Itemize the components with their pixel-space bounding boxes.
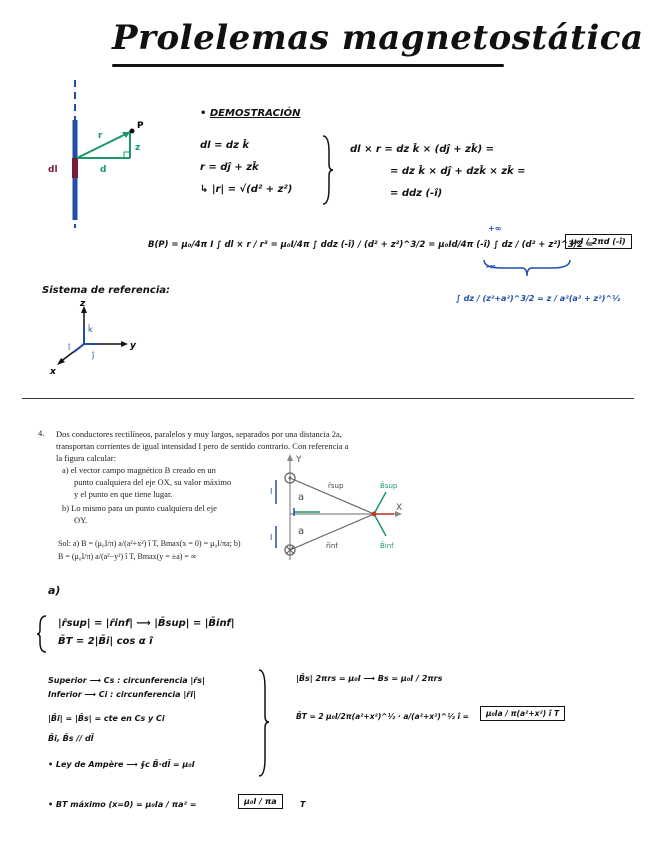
brace-solution-1 <box>36 614 48 654</box>
label-dl: dl <box>48 165 58 175</box>
problem-solution: Sol: a) B = (μ₀I/π) a/(a²+x²) î T, Bmax(x = 0) = μ₀I/πa; b) B = (μ₀I/π) a/(a²−y²) î T, Bmax(y = ±a) = ∞ <box>58 539 241 561</box>
bt-equation: B̄T = 2 μ₀I/2π(a²+x²)^½ · a/(a²+x²)^½ î = <box>296 712 469 721</box>
brace-solution-2 <box>256 668 270 778</box>
axis-k: k̂ <box>88 325 93 334</box>
axis-z: z <box>80 300 86 309</box>
integral-upper: +∞ <box>488 224 502 233</box>
axis-x: x <box>50 367 56 377</box>
bp-result-box: μ₀I / 2πd (-î) <box>565 234 632 249</box>
list-4: • Ley de Ampère ⟶ ∮c B̄·dl̄ = μ₀I <box>48 760 195 769</box>
label-p: P <box>137 121 144 131</box>
problem-number: 4. <box>38 428 45 438</box>
brace-demo <box>320 134 334 206</box>
ampere-result: |B̄s| 2πrs = μ₀I ⟶ Bs = μ₀I / 2πrs <box>296 674 443 683</box>
eq-right-0: dl × r = dz k̂ × (dĵ + zk̂) = <box>350 144 495 155</box>
fig-binf: B̄inf <box>380 542 394 550</box>
brace1-line-1: B̄T = 2|B̄i| cos α î <box>58 636 153 647</box>
eq-left-2: ↳ |r| = √(d² + z²) <box>200 184 293 195</box>
page-title: Prolelemas magnetostática <box>112 18 644 58</box>
fig-rinf: r̄inf <box>326 542 338 550</box>
bt-result-box: μ₀Ia / π(a²+x²) î T <box>480 706 565 721</box>
label-z: z <box>135 143 141 153</box>
section-divider <box>22 398 634 399</box>
bt-max: • BT máximo (x=0) = μ₀Ia / πa² = <box>48 800 197 809</box>
axis-system <box>46 300 146 380</box>
list-3: B̄i, B̄s // dl̄ <box>48 734 94 743</box>
solution-part: a) <box>48 584 61 597</box>
label-r: r <box>98 131 103 141</box>
sistema-label: Sistema de referencia: <box>42 285 170 296</box>
eq-right-2: = ddz (-î) <box>390 188 443 199</box>
problem-text: Dos conductores rectilíneos, paralelos y muy largos, separados por una distancia 2a, transportan corrientes de igual intensidad I pero de sentido contrario. Con referencia a la figura calcular: <box>56 429 349 463</box>
fig-rsup: r̄sup <box>328 482 344 490</box>
axis-y: y <box>130 341 136 351</box>
fig-i1: I <box>270 487 273 496</box>
list-0: Superior ⟶ Cs : circunferencia |r̄s| <box>48 676 205 685</box>
fig-i2: I <box>270 533 273 542</box>
axis-i: î <box>68 343 71 352</box>
fig-bsup: B̄sup <box>380 482 398 490</box>
eq-left-1: r = dĵ + zk̂ <box>200 162 259 173</box>
bp-equation: B(P) = μ₀/4π I ∫ dl × r / r³ = μ₀I/4π ∫ ddz (-î) / (d² + z²)^3/2 = μ₀Id/4π (-î) ∫ dz / (d² + z²)^3/2 = <box>148 240 594 250</box>
bt-max-unit: T <box>300 800 306 809</box>
demo-heading: • DEMOSTRACIÓN <box>200 108 301 119</box>
wire-figure <box>40 80 150 230</box>
title-underline <box>112 64 504 67</box>
integral-lower: -∞ <box>486 262 496 271</box>
problem-part-b: b) Lo mismo para un punto cualquiera del eje OY. <box>62 503 217 525</box>
list-1: Inferior ⟶ Ci : circunferencia |r̄i| <box>48 690 196 699</box>
eq-left-0: dl = dz k̂ <box>200 140 250 151</box>
blue-underbrace <box>482 258 572 278</box>
integral-note: ∫ dz / (z²+a²)^3/2 = z / a²(a² + z²)^½ <box>456 294 621 303</box>
bt-max-box: μ₀I / πa <box>238 794 283 809</box>
fig-y: Y <box>296 455 302 465</box>
fig-x: X <box>396 503 403 513</box>
problem-part-a: a) el vector campo magnético B creado en un punto cualquiera del eje OX, su valor máximo y el punto en que tiene lugar. <box>62 465 232 499</box>
brace1-line-0: |r̄sup| = |r̄inf| ⟶ |B̄sup| = |B̄inf| <box>58 618 235 629</box>
axis-j: ĵ <box>92 351 95 360</box>
label-d: d <box>100 165 107 175</box>
fig-a1: a <box>298 492 305 503</box>
list-2: |B̄i| = |B̄s| = cte en Cs y Ci <box>48 714 165 723</box>
fig-a2: a <box>298 526 305 537</box>
eq-right-1: = dz k̂ × dĵ + dzk̂ × zk̂ = <box>390 166 526 177</box>
two-wire-figure <box>268 452 413 564</box>
